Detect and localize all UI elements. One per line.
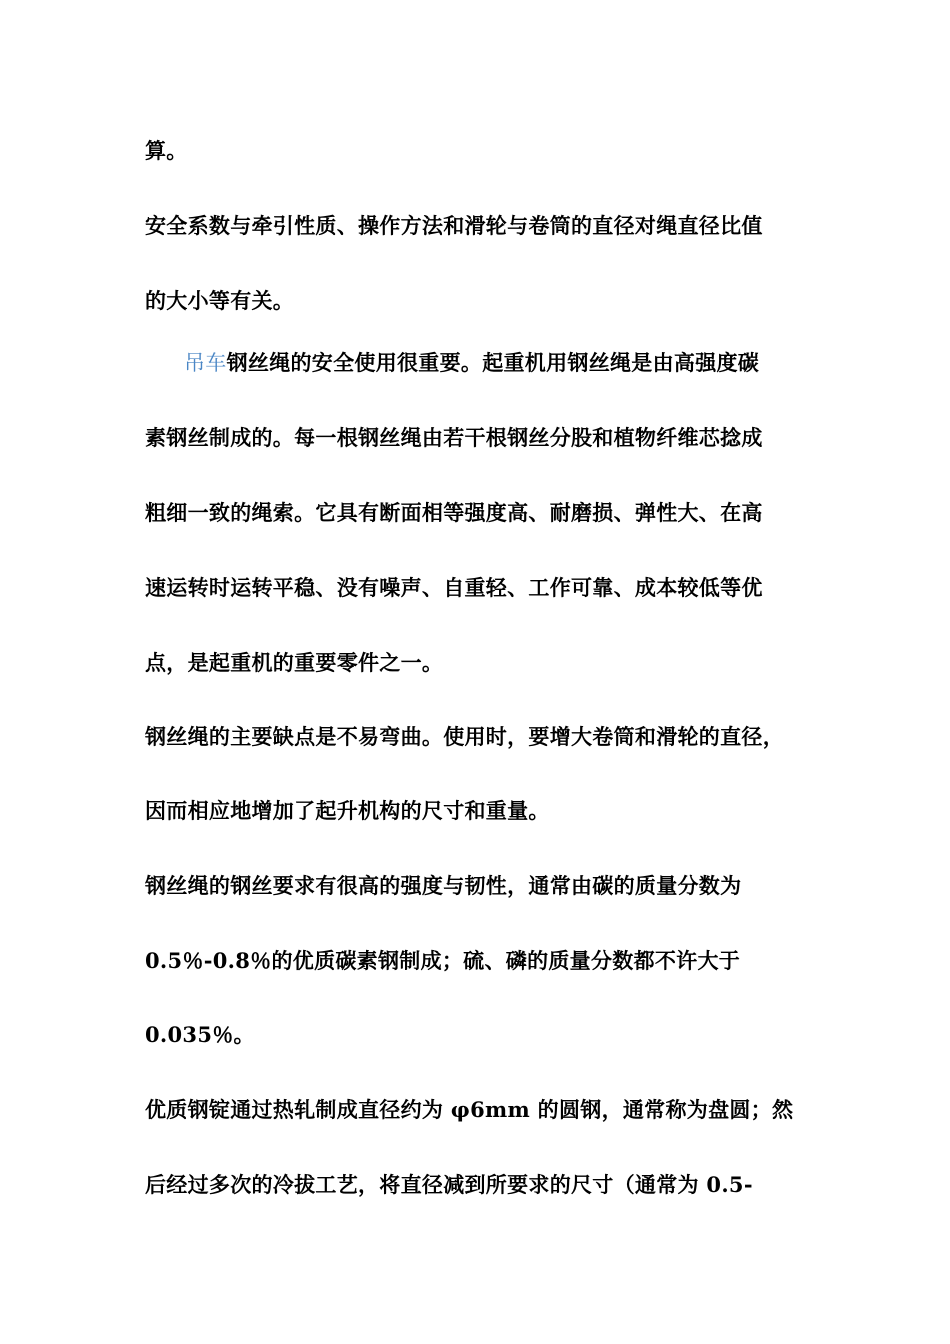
text-line-5: 素钢丝制成的。每一根钢丝绳由若干根钢丝分股和植物纤维芯捻成 — [145, 425, 763, 450]
text-line-8: 点，是起重机的重要零件之一。 — [145, 650, 444, 675]
text-line-11: 钢丝绳的钢丝要求有很高的强度与韧性，通常由碳的质量分数为 — [145, 873, 742, 898]
text-line-12: 0.5％-0.8％的优质碳素钢制成；硫、磷的质量分数都不许大于 — [145, 948, 741, 973]
text-line-9: 钢丝绳的主要缺点是不易弯曲。使用时，要增大卷筒和滑轮的直径， — [145, 724, 784, 749]
text-line-7: 速运转时运转平稳、没有噪声、自重轻、工作可靠、成本较低等优 — [145, 575, 763, 600]
text-line-4: 钢丝绳的安全使用很重要。起重机用钢丝绳是由高强度碳 — [226, 350, 760, 375]
text-line-10: 因而相应地增加了起升机构的尺寸和重量。 — [145, 798, 550, 823]
text-line-14: 优质钢锭通过热轧制成直径约为 φ6mm 的圆钢，通常称为盘圆；然 — [145, 1097, 794, 1122]
text-line-15: 后经过多次的冷拔工艺，将直径减到所要求的尺寸（通常为 0.5- — [145, 1172, 753, 1197]
text-line-1: 算。 — [145, 138, 188, 163]
text-line-6: 粗细一致的绳索。它具有断面相等强度高、耐磨损、弹性大、在高 — [145, 500, 763, 525]
text-line-13: 0.035％。 — [145, 1022, 255, 1047]
text-line-2: 安全系数与牵引性质、操作方法和滑轮与卷筒的直径对绳直径比值 — [145, 213, 763, 238]
text-line-3: 的大小等有关。 — [145, 288, 295, 313]
crane-link[interactable]: 吊车 — [184, 351, 227, 375]
paragraph-first-line — [184, 349, 864, 377]
